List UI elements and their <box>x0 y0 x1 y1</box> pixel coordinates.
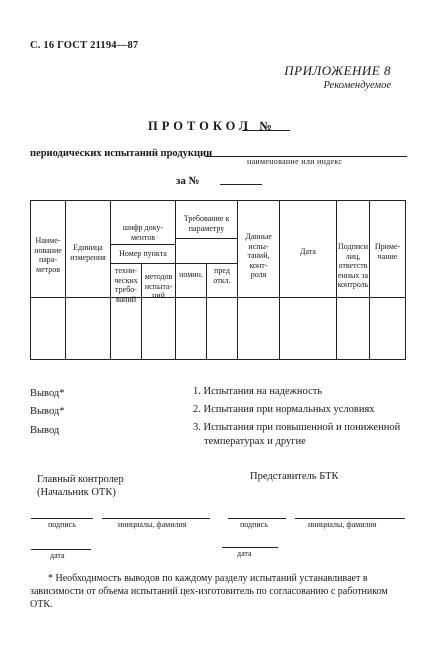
btk-representative-title: Представитель БТК <box>250 471 339 482</box>
col-date: Дата <box>300 247 316 256</box>
page-header: С. 16 ГОСТ 21194—87 <box>30 40 139 51</box>
subject-caption: наименование или индекс <box>247 157 343 166</box>
protocol-subject: периодических испытаний продукции <box>30 148 213 159</box>
signature-line-left <box>31 518 93 519</box>
conclusion-item-1: 1. Испытания на надежность <box>193 386 323 397</box>
col-tolerance: пред откл. <box>213 266 231 285</box>
protocol-number-line <box>242 130 290 131</box>
col-signatures: Подписи лиц, ответственных за контроль <box>337 242 369 289</box>
protocol-title: ПРОТОКОЛ № <box>148 119 276 133</box>
initials-line-left <box>102 518 210 519</box>
initials-caption-left: инициалы, фамилия <box>118 520 187 529</box>
conclusion-label-1: Вывод* <box>30 388 65 399</box>
initials-caption-right: инициалы, фамилия <box>308 520 377 529</box>
col-tech-req: техни- ческих требо- ваний <box>114 266 138 304</box>
appendix-title: ПРИЛОЖЕНИЕ 8 <box>284 63 391 78</box>
number-label: за № <box>176 175 200 187</box>
col-methods: методов испыта- ний <box>144 272 173 300</box>
date-line-left <box>31 549 91 550</box>
col-item-no: Номер пункта <box>119 249 167 258</box>
number-line <box>220 184 262 185</box>
signature-caption-right: подпись <box>240 520 268 529</box>
chief-controller-title: Главный контролер <box>37 474 124 485</box>
protocol-table <box>30 200 406 360</box>
col-param-req: Требование к параметру <box>183 214 230 233</box>
col-nominal: номин. <box>179 270 203 279</box>
conclusion-label-3: Вывод <box>30 425 60 436</box>
conclusion-item-3: 3. Испытания при повышенной и пониженной <box>193 422 401 433</box>
col-doc-code: шифр доку- ментов <box>122 223 164 242</box>
signature-caption-left: подпись <box>48 520 76 529</box>
conclusion-item-2: 2. Испытания при нормальных условиях <box>193 404 375 415</box>
chief-controller-subtitle: (Начальник ОТК) <box>37 487 116 498</box>
initials-line-right <box>295 518 405 519</box>
col-note: Приме- чание <box>374 242 401 261</box>
signature-line-right <box>228 518 286 519</box>
date-caption-right: дата <box>237 549 252 558</box>
footnote: * Необходимость выводов по каждому разделу испытаний устанавливает в зависимости от объема испытаний цех-изготовитель по согласованию с работником ОТК. <box>30 573 388 610</box>
conclusion-item-3-cont: температурах и другие <box>204 436 306 447</box>
date-line-right <box>222 547 278 548</box>
col-unit: Единица измерения <box>70 243 106 262</box>
conclusion-label-2: Вывод* <box>30 406 65 417</box>
col-control-data: Данные испы- таний, конт- роля <box>245 232 272 279</box>
appendix-status: Рекомендуемое <box>323 80 391 91</box>
date-caption-left: дата <box>50 551 65 560</box>
col-param-name: Наиме- нование пара- метров <box>34 236 62 274</box>
